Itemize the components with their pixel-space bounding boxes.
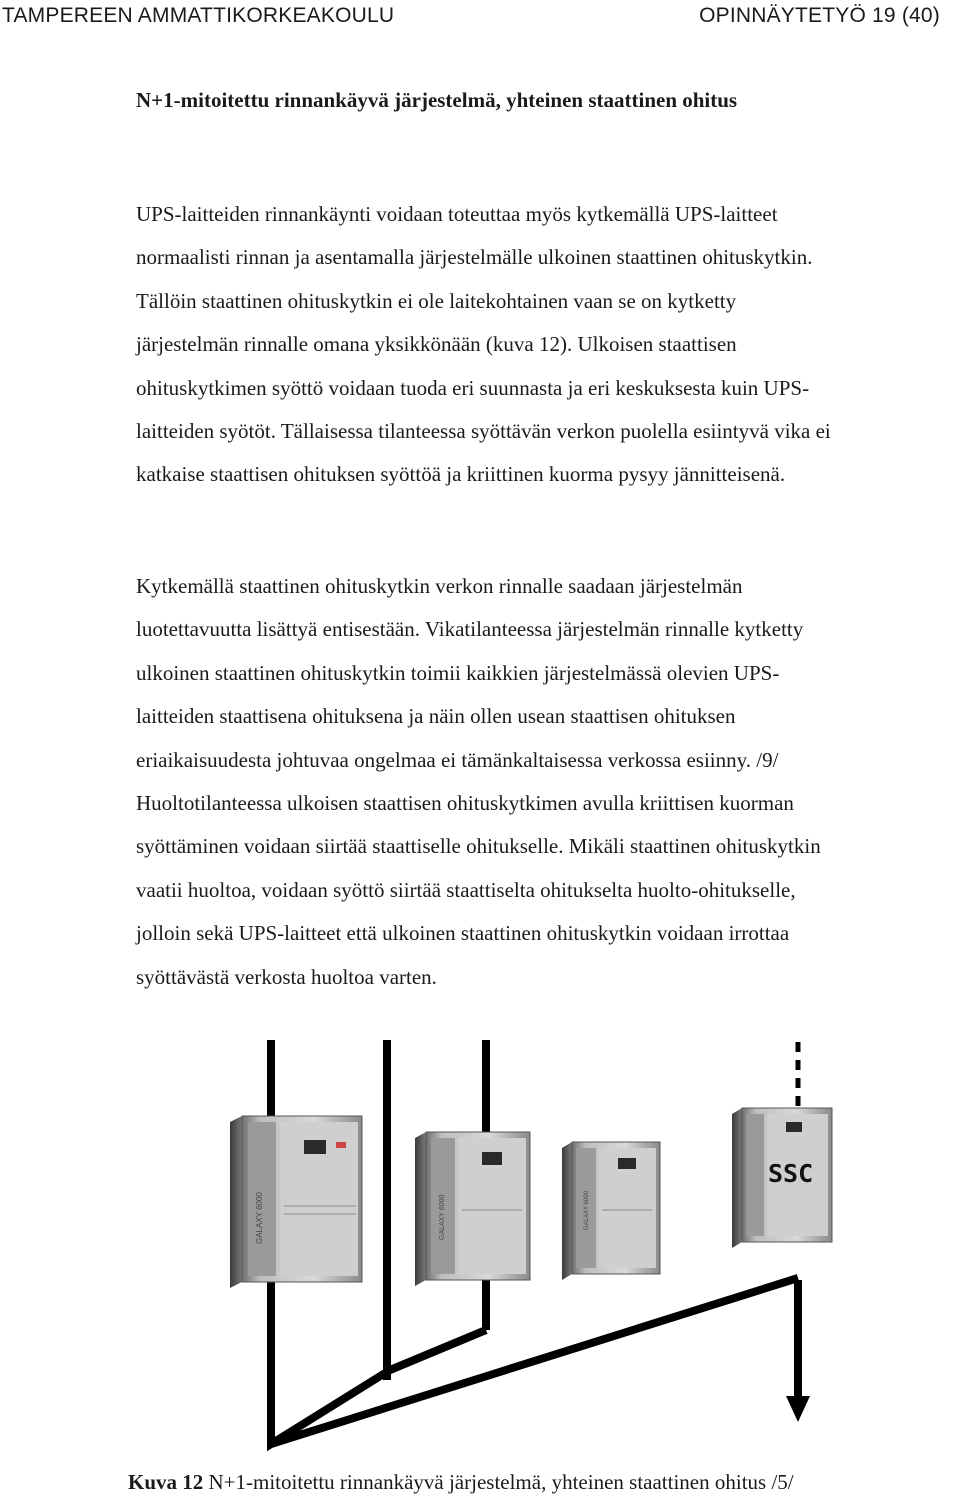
paragraph-line: syöttäminen voidaan siirtää staattiselle ohitukselle. Mikäli staattinen ohituskytkin bbox=[136, 834, 821, 859]
caption-text: N+1-mitoitettu rinnankäyvä järjestelmä, yhteinen staattinen ohitus /5/ bbox=[203, 1470, 794, 1494]
ups-cabinet-3 bbox=[562, 1142, 660, 1280]
display-screen bbox=[304, 1140, 326, 1154]
paragraph-line: luotettavuutta lisättyä entisestään. Vikatilanteessa järjestelmän rinnalle kytketty bbox=[136, 617, 804, 642]
ssc-cabinet bbox=[732, 1108, 832, 1248]
header-institution: TAMPEREEN AMMATTIKORKEAKOULU bbox=[2, 4, 395, 27]
figure-caption bbox=[128, 1470, 794, 1495]
load-arrow-icon bbox=[786, 1396, 810, 1422]
ups-model-label: GALAXY 6000 bbox=[439, 1194, 446, 1240]
paragraph-line: järjestelmän rinnalle omana yksikkönään (kuva 12). Ulkoisen staattisen bbox=[136, 332, 737, 357]
supply-line-2 bbox=[383, 1040, 391, 1380]
paragraph-line: eriaikaisuudesta johtuvaa ongelmaa ei tämänkaltaisessa verkossa esiinny. /9/ bbox=[136, 747, 779, 772]
paragraph-line: jolloin sekä UPS-laitteet että ulkoinen staattinen ohituskytkin voidaan irrottaa bbox=[136, 921, 790, 946]
paragraph-line: Huoltotilanteessa ulkoisen staattisen ohituskytkimen avulla kriittisen kuorman bbox=[136, 791, 794, 816]
paragraph-line: normaalisti rinnan ja asentamalla järjestelmälle ulkoinen staattinen ohituskytkin. bbox=[136, 245, 813, 270]
ups-model-label: GALAXY 6000 bbox=[255, 1192, 264, 1244]
caption-label: Kuva 12 bbox=[128, 1470, 204, 1494]
section-title: N+1-mitoitettu rinnankäyvä järjestelmä, yhteinen staattinen ohitus bbox=[136, 88, 738, 112]
output-bus-diagonal bbox=[271, 1278, 798, 1444]
ssc-label: SSC bbox=[768, 1159, 814, 1188]
display-screen bbox=[618, 1158, 636, 1169]
paragraph-line: ulkoinen staattinen ohituskytkin toimii kaikkien järjestelmässä olevien UPS- bbox=[136, 660, 780, 685]
paragraph-line: vaatii huoltoa, voidaan syöttö siirtää staattiselta ohitukselta huolto-ohitukselle, bbox=[136, 877, 796, 902]
paragraph-line: syöttävästä verkosta huoltoa varten. bbox=[136, 964, 437, 989]
paragraph-line: laitteiden staattisena ohituksena ja näin ollen usean staattisen ohituksen bbox=[136, 704, 736, 729]
ups-cabinet-2 bbox=[415, 1132, 530, 1286]
paragraph-line: Tällöin staattinen ohituskytkin ei ole laitekohtainen vaan se on kytketty bbox=[136, 288, 737, 313]
paragraph-line: ohituskytkimen syöttö voidaan tuoda eri suunnasta ja eri keskuksesta kuin UPS- bbox=[136, 375, 810, 400]
display-screen bbox=[482, 1152, 502, 1165]
display-screen bbox=[786, 1122, 802, 1132]
paragraph-2 bbox=[136, 565, 960, 999]
paragraph-line: laitteiden syötöt. Tällaisessa tilanteessa syöttävän verkon puolella esiintyvä vika ei bbox=[136, 419, 831, 444]
ups-diagram bbox=[220, 1030, 860, 1470]
ups-cabinet-1 bbox=[230, 1116, 362, 1288]
ups-system-figure bbox=[220, 1030, 860, 1470]
paragraph-line: katkaise staattisen ohituksen syöttöä ja kriittinen kuorma pysyy jännitteisenä. bbox=[136, 462, 786, 487]
paragraph-line: Kytkemällä staattinen ohituskytkin verkon rinnalle saadaan järjestelmän bbox=[136, 574, 743, 598]
header-page-info: OPINNÄYTETYÖ 19 (40) bbox=[699, 4, 940, 27]
ups-model-label: GALAXY 6000 bbox=[584, 1191, 590, 1230]
paragraph-line: UPS-laitteiden rinnankäynti voidaan toteuttaa myös kytkemällä UPS-laitteet bbox=[136, 202, 778, 226]
paragraph-1 bbox=[136, 193, 960, 497]
